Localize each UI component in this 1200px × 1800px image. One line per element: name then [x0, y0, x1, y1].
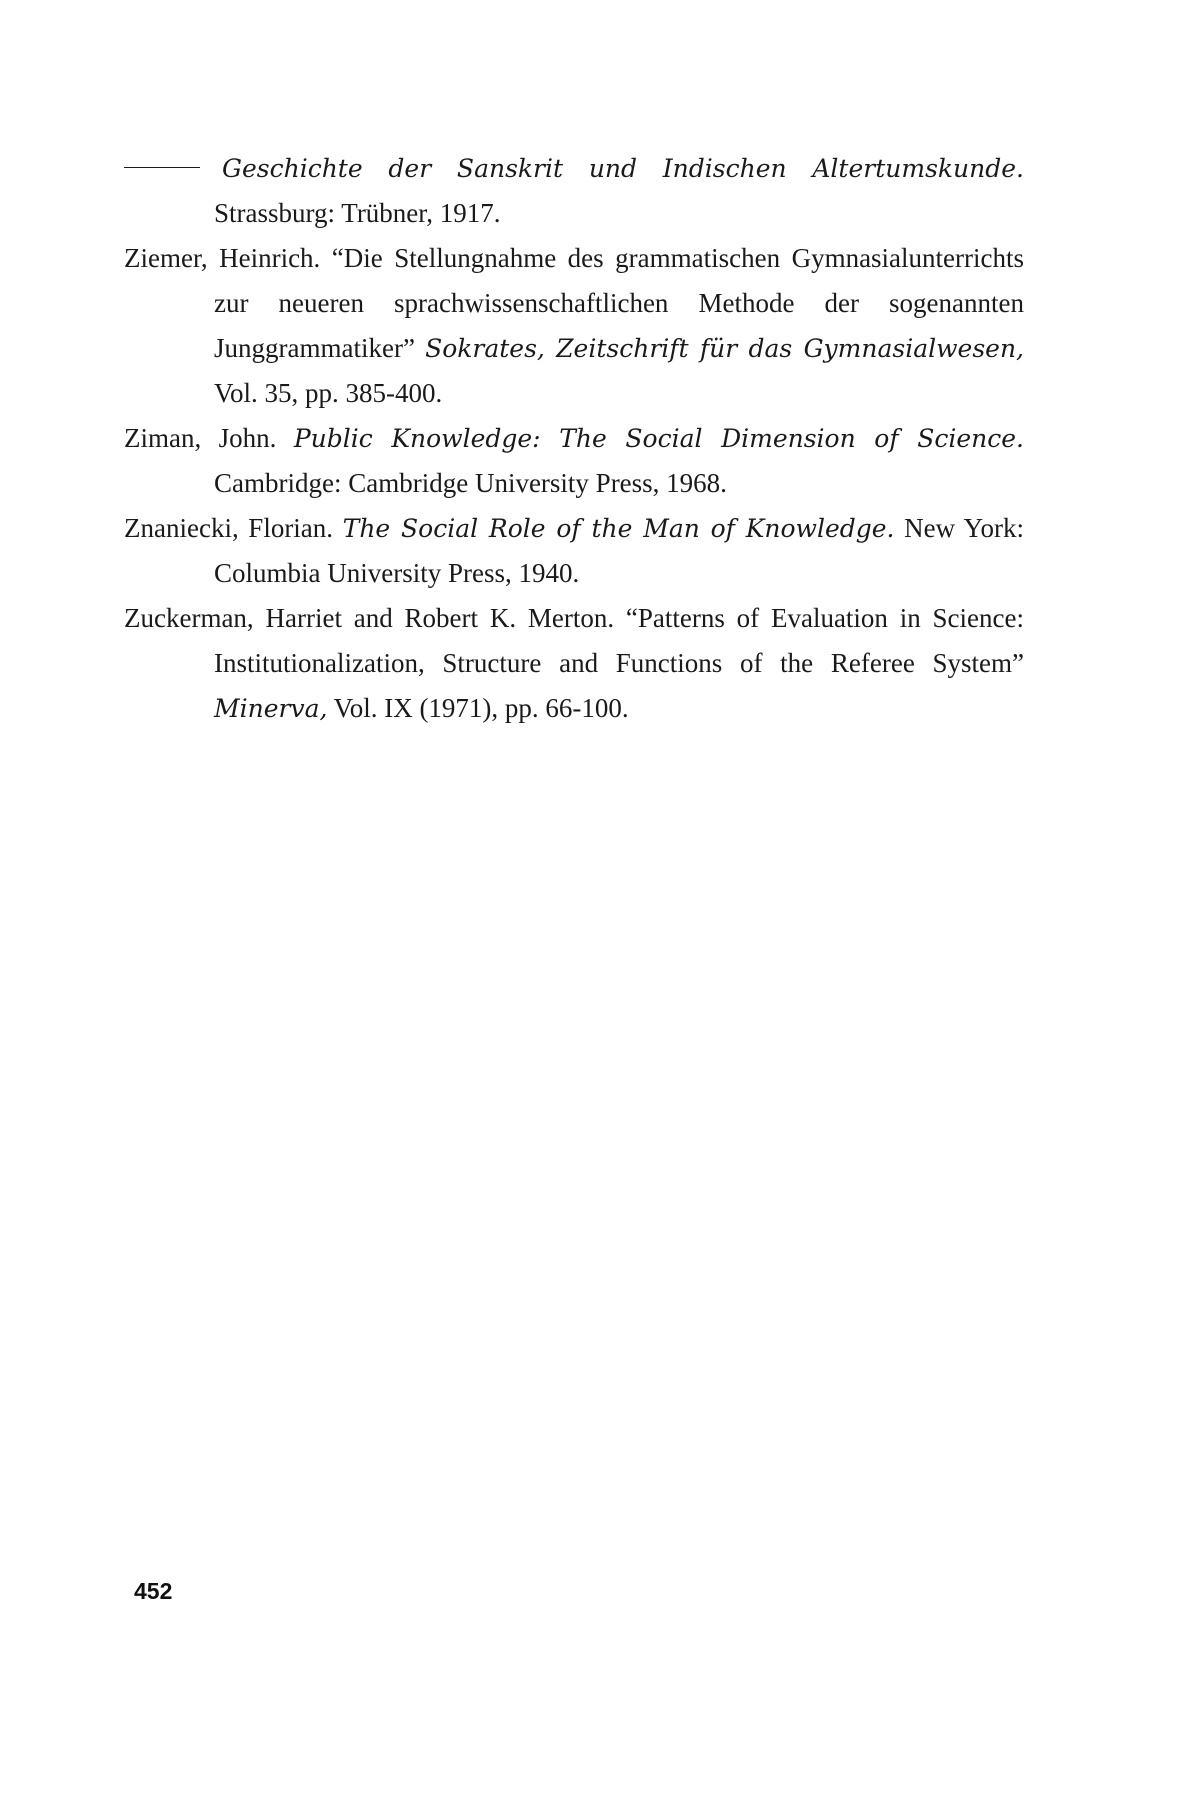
article-title: “Die Stellungnahme des grammatischen Gymnasialunterrichts zur neueren sprachwissenschaftlichen Methode der sogenannten Junggrammatiker” [214, 243, 1025, 363]
page-number: 452 [134, 1578, 173, 1604]
bibliography-entry [124, 236, 1024, 416]
book-title: The Social Role of the Man of Knowledge. [342, 514, 895, 543]
journal-title: Sokrates, Zeitschrift für das Gymnasialwesen, [425, 334, 1024, 363]
author-name: Ziemer, Heinrich. [124, 243, 332, 273]
publication-details: Vol. IX (1971), pp. 66-100. [327, 693, 629, 723]
book-title: Public Knowledge: The Social Dimension of Science. [293, 424, 1024, 453]
publication-details: Vol. 35, pp. 385-400. [214, 378, 443, 408]
author-name: Zuckerman, Harriet and Robert K. Merton. [124, 603, 626, 633]
publication-info: Cambridge: Cambridge University Press, 1968. [214, 468, 727, 498]
publication-info: New York: Columbia University Press, 1940. [214, 513, 1024, 588]
author-name: Ziman, John. [124, 423, 294, 453]
repeated-author-dash [124, 167, 200, 168]
journal-title: Minerva, [214, 694, 328, 723]
bibliography-entry [124, 596, 1024, 731]
publication-info: Strassburg: Trübner, 1917. [214, 198, 501, 228]
bibliography-entry [124, 416, 1024, 506]
bibliography-entry [124, 506, 1024, 596]
bibliography-entry [124, 146, 1024, 236]
author-name: Znaniecki, Florian. [124, 513, 343, 543]
book-title: Geschichte der Sanskrit und Indischen Altertumskunde. [222, 154, 1024, 183]
article-title: “Patterns of Evaluation in Science: Institutionalization, Structure and Functions of the Referee System” [214, 603, 1024, 678]
bibliography-list [124, 146, 1024, 731]
